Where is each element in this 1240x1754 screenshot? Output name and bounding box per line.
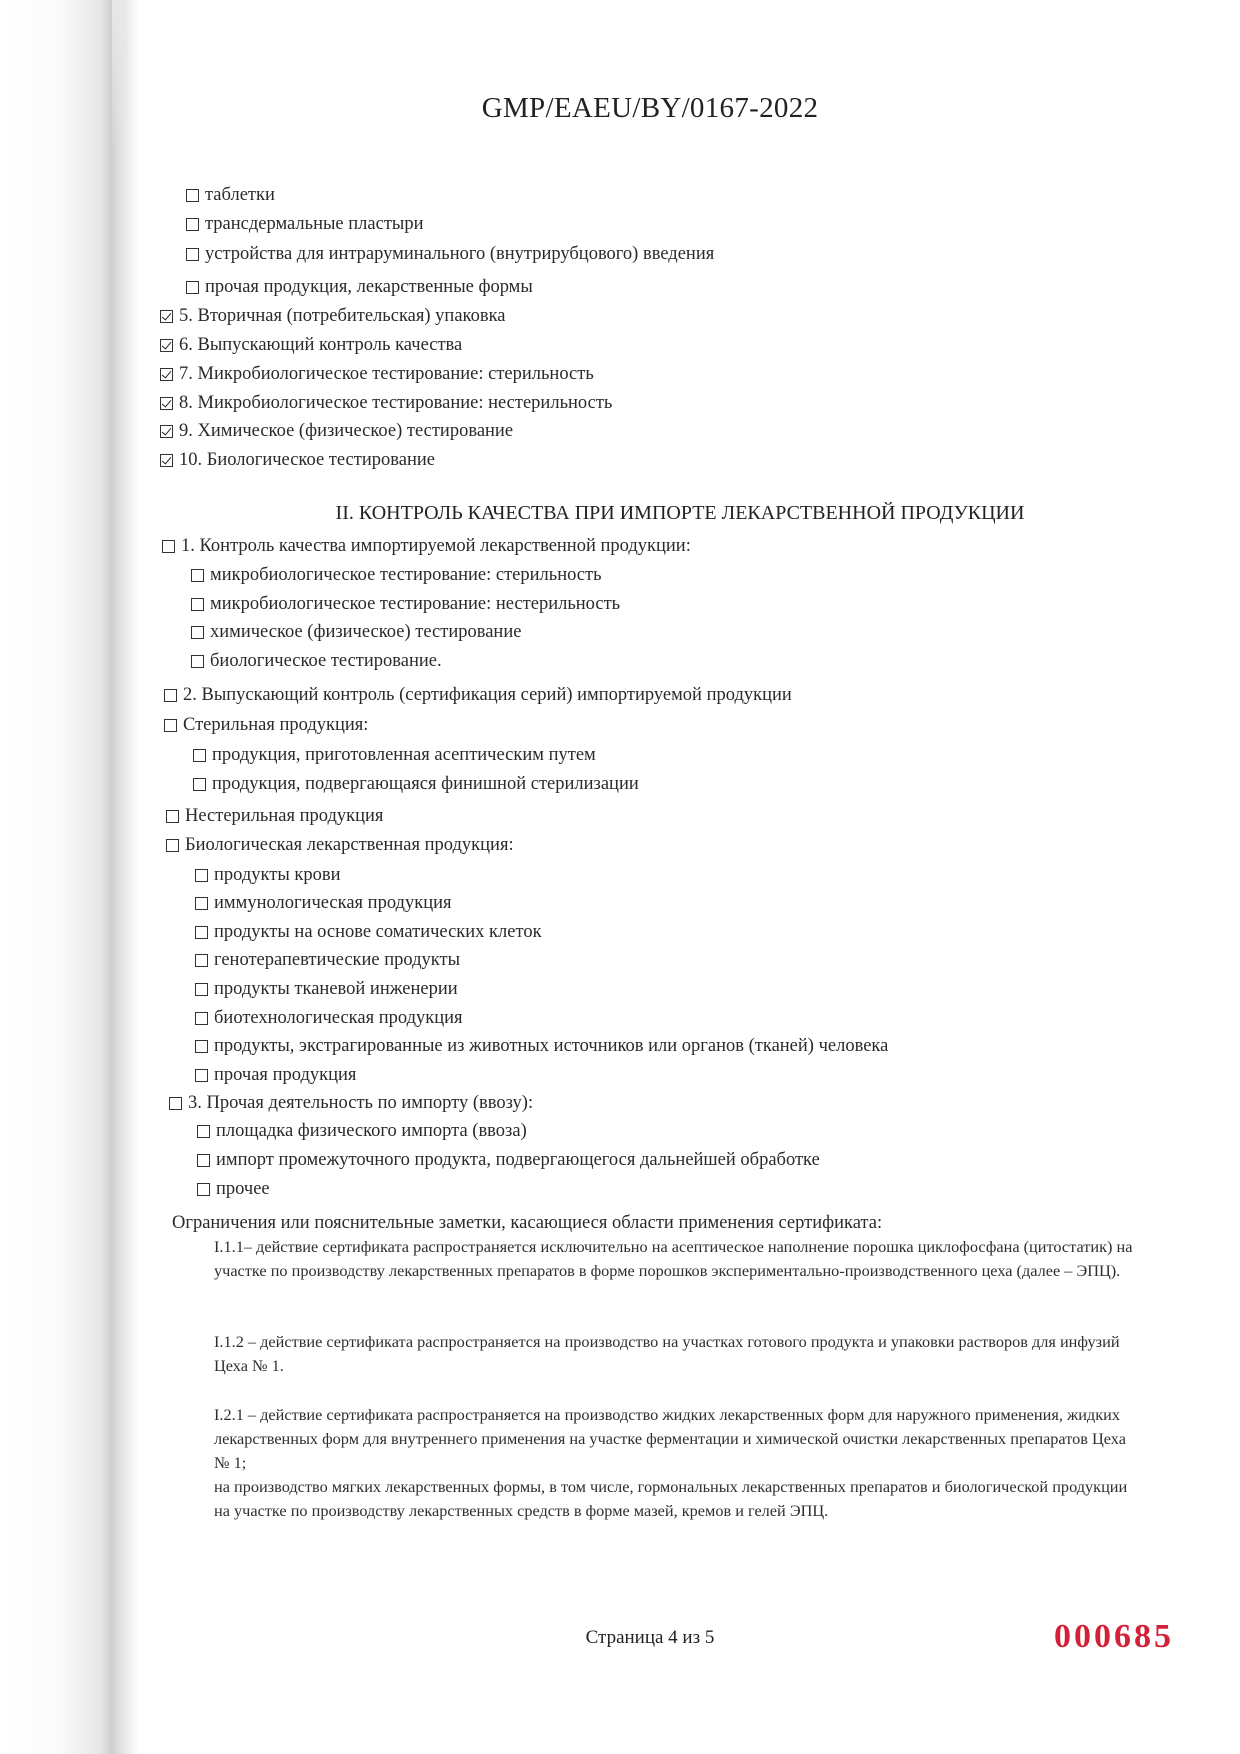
checklist-item-label: импорт промежуточного продукта, подвергающегося дальнейшей обработке (216, 1150, 820, 1170)
checkbox-icon (195, 926, 208, 939)
checklist-item-intraruminal (186, 242, 714, 266)
checklist-item-label: трансдермальные пластыри (205, 214, 424, 234)
checklist-item-biological-testing (160, 448, 435, 472)
checkbox-icon (169, 1097, 182, 1110)
checklist-item-label: биотехнологическая продукция (214, 1008, 463, 1028)
checkbox-icon (166, 810, 179, 823)
checkbox-icon (186, 281, 199, 294)
checklist-item-label: продукты тканевой инженерии (214, 979, 458, 999)
checked-checkbox-icon (160, 368, 173, 381)
checkbox-icon (162, 540, 175, 553)
checklist-item-chemical-testing (160, 419, 513, 443)
checklist-item-intermediate-import (197, 1148, 820, 1172)
section-heading-import-quality: II. КОНТРОЛЬ КАЧЕСТВА ПРИ ИМПОРТЕ ЛЕКАРСТВЕННОЙ ПРОДУКЦИИ (335, 502, 1025, 524)
scan-binding-shadow-top (112, 0, 126, 160)
checklist-item-label: продукты крови (214, 865, 341, 885)
serial-number-stamp: 000685 (1054, 1618, 1174, 1655)
checkbox-icon (164, 689, 177, 702)
checkbox-icon (195, 1040, 208, 1053)
checklist-item-label: микробиологическое тестирование: стерильность (210, 565, 602, 585)
checkbox-icon (197, 1183, 210, 1196)
checklist-item-release-control (160, 333, 462, 357)
checkbox-icon (197, 1125, 210, 1138)
checklist-item-import-micro-nonsterility (191, 592, 620, 616)
checklist-item-micro-nonsterility (160, 391, 612, 415)
checklist-item-sterile-products (164, 713, 368, 737)
checkbox-icon (193, 749, 206, 762)
checklist-item-physical-import-site (197, 1119, 527, 1143)
checklist-item-transdermal (186, 212, 424, 236)
checklist-item-label: 7. Микробиологическое тестирование: стерильность (179, 364, 594, 384)
checklist-item-label: Стерильная продукция: (183, 715, 369, 735)
checklist-item-label: 2. Выпускающий контроль (сертификация серий) импортируемой продукции (183, 685, 792, 705)
checklist-item-animal-extracts (195, 1034, 888, 1058)
checkbox-icon (195, 869, 208, 882)
checklist-item-label: Биологическая лекарственная продукция: (185, 835, 514, 855)
scan-binding-shadow (0, 0, 140, 1754)
checked-checkbox-icon (160, 425, 173, 438)
checked-checkbox-icon (160, 310, 173, 323)
certificate-number-title: GMP/EAEU/BY/0167-2022 (481, 92, 819, 124)
checklist-item-label: продукты, экстрагированные из животных источников или органов (тканей) человека (214, 1036, 889, 1056)
checklist-item-label: химическое (физическое) тестирование (210, 622, 522, 642)
checklist-item-label: 8. Микробиологическое тестирование: нестерильность (179, 393, 613, 413)
checklist-item-terminal-sterilization (193, 772, 639, 796)
checklist-item-label: 10. Биологическое тестирование (179, 450, 435, 470)
checklist-item-micro-sterility (160, 362, 594, 386)
checklist-item-other (197, 1177, 270, 1201)
checkbox-icon (195, 983, 208, 996)
checklist-item-blood-products (195, 863, 341, 887)
checkbox-icon (191, 655, 204, 668)
checklist-item-other-import (169, 1091, 533, 1115)
checklist-item-label: 1. Контроль качества импортируемой лекарственной продукции: (181, 536, 691, 556)
checked-checkbox-icon (160, 454, 173, 467)
checklist-item-tissue-engineering (195, 977, 458, 1001)
checklist-item-secondary-packaging (160, 304, 506, 328)
checkbox-icon (197, 1154, 210, 1167)
checklist-item-label: 6. Выпускающий контроль качества (179, 335, 463, 355)
note-paragraph-i12: I.1.2 – действие сертификата распространяется на производство на участках готового продукта и упаковки растворов для инфузий Цеха № 1. (214, 1332, 1120, 1375)
checklist-item-import-micro-sterility (191, 563, 602, 587)
checklist-item-nonsterile-products (166, 804, 383, 828)
checkbox-icon (195, 897, 208, 910)
checklist-item-tablets (186, 183, 275, 207)
checkbox-icon (191, 569, 204, 582)
checkbox-icon (191, 598, 204, 611)
checklist-item-label: 3. Прочая деятельность по импорту (ввозу): (188, 1093, 534, 1113)
checklist-item-import-biological (191, 649, 442, 673)
checklist-item-batch-certification (164, 683, 792, 707)
checkbox-icon (166, 839, 179, 852)
checklist-item-label: таблетки (205, 185, 275, 205)
checkbox-icon (186, 189, 199, 202)
checklist-item-import-chemical (191, 620, 521, 644)
checklist-item-label: генотерапевтические продукты (214, 950, 461, 970)
checklist-item-label: прочая продукция (214, 1065, 357, 1085)
checkbox-icon (195, 954, 208, 967)
checklist-item-label: Нестерильная продукция (185, 806, 384, 826)
checklist-item-label: продукция, приготовленная асептическим путем (212, 745, 596, 765)
checkbox-icon (195, 1069, 208, 1082)
checkbox-icon (191, 626, 204, 639)
checkbox-icon (186, 248, 199, 261)
note-paragraph-i21: I.2.1 – действие сертификата распространяется на производство жидких лекарственных форм для наружного применения, жидких лекарственных форм для внутреннего применения на участке ферментации и химической очистки лекарственных препаратов Цеха № 1; (214, 1405, 1126, 1472)
checkbox-icon (186, 218, 199, 231)
checkbox-icon (195, 1012, 208, 1025)
checklist-item-label: 5. Вторичная (потребительская) упаковка (179, 306, 506, 326)
checked-checkbox-icon (160, 339, 173, 352)
checkbox-icon (193, 778, 206, 791)
checklist-item-label: 9. Химическое (физическое) тестирование (179, 421, 514, 441)
checkbox-icon (164, 719, 177, 732)
checklist-item-somatic-cells (195, 920, 542, 944)
checklist-item-import-qc (162, 534, 691, 558)
checklist-item-label: микробиологическое тестирование: нестерильность (210, 594, 621, 614)
checklist-item-other-products (195, 1063, 356, 1087)
checklist-item-label: иммунологическая продукция (214, 893, 452, 913)
note-paragraph-i11: I.1.1– действие сертификата распространяется исключительно на асептическое наполнение порошка циклофосфана (цитостатик) на участке по производству лекарственных препаратов в форме порошков экспериментально-производственного цеха (далее – ЭПЦ). (214, 1237, 1133, 1280)
checklist-item-label: продукты на основе соматических клеток (214, 922, 542, 942)
checklist-item-label: биологическое тестирование. (210, 651, 442, 671)
checklist-item-label: продукция, подвергающаяся финишной стерилизации (212, 774, 639, 794)
checklist-item-label: устройства для интраруминального (внутрирубцового) введения (205, 244, 715, 264)
notes-title: Ограничения или пояснительные заметки, касающиеся области применения сертификата: (172, 1213, 883, 1233)
checklist-item-gene-therapy (195, 948, 460, 972)
checklist-item-aseptic (193, 743, 596, 767)
checklist-item-label: площадка физического импорта (ввоза) (216, 1121, 527, 1141)
page-number: Страница 4 из 5 (585, 1627, 715, 1648)
checklist-item-biotechnological (195, 1006, 463, 1030)
checked-checkbox-icon (160, 397, 173, 410)
checklist-item-immunological (195, 891, 452, 915)
checklist-item-label: прочая продукция, лекарственные формы (205, 277, 533, 297)
checklist-item-biological-products (166, 833, 514, 857)
note-paragraph-i21-cont: на производство мягких лекарственных формы, в том числе, гормональных лекарственных препаратов и биологической продукции на участке по производству лекарственных средств в форме мазей, кремов и гелей ЭПЦ. (214, 1477, 1128, 1520)
checklist-item-label: прочее (216, 1179, 270, 1199)
checklist-item-other-forms (186, 275, 533, 299)
